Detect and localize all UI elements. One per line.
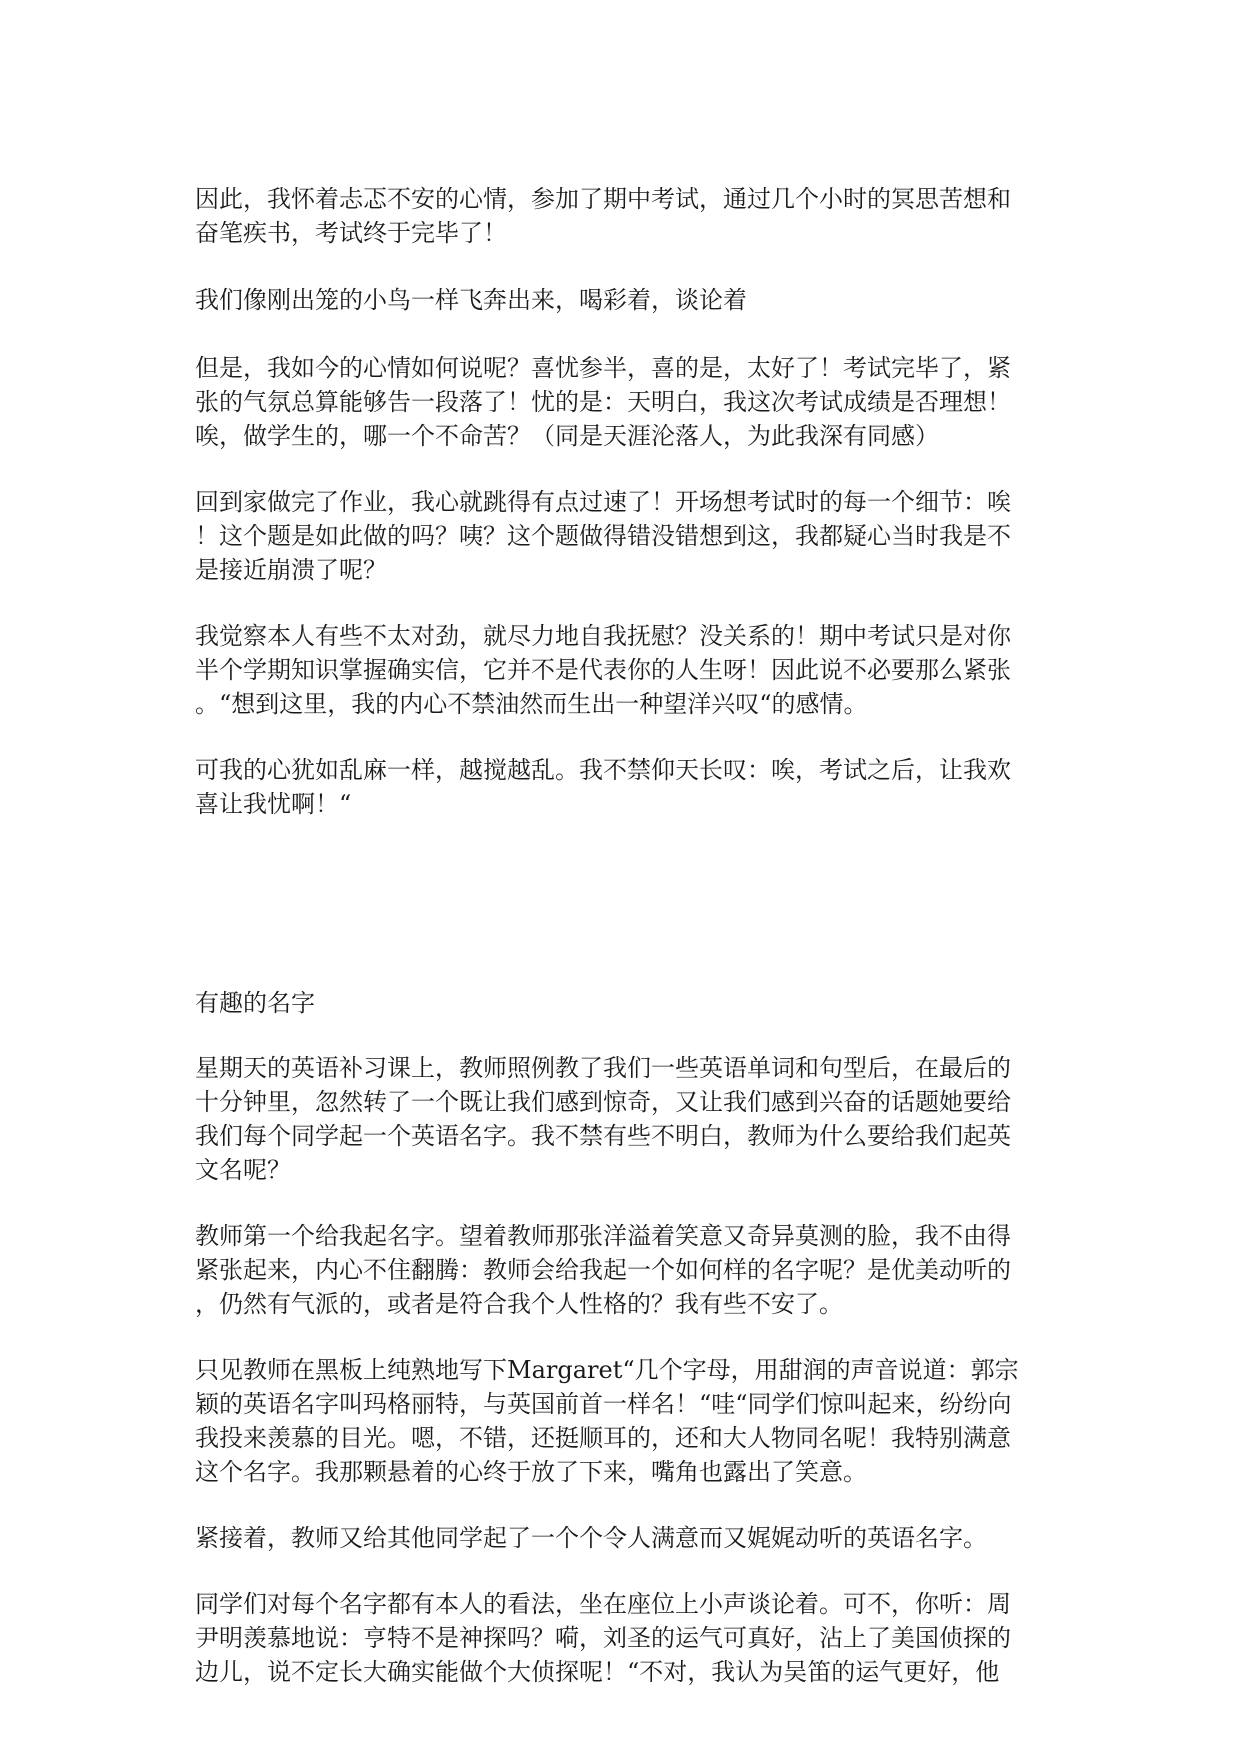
- text-line: ！这个题是如此做的吗？咦？这个题做得错没错想到这，我都疑心当时我是不: [195, 522, 1011, 550]
- paragraph-exam-start: [195, 182, 1055, 250]
- text-line: 回到家做完了作业，我心就跳得有点过速了！开场想考试时的每一个细节：唉: [195, 488, 1011, 516]
- text-line: 可我的心犹如乱麻一样，越搅越乱。我不禁仰天长叹：唉，考试之后，让我欢: [195, 756, 1011, 784]
- paragraph-margaret: [195, 1353, 1055, 1489]
- text-line: 教师第一个给我起名字。望着教师那张洋溢着笑意又奇异莫测的脸，我不由得: [195, 1222, 1011, 1250]
- text-line: 奋笔疾书，考试终于完毕了！: [195, 219, 507, 247]
- text-line: 。“想到这里，我的内心不禁油然而生出一种望洋兴叹“的感情。: [195, 690, 868, 718]
- text-line: 同学们对每个名字都有本人的看法，坐在座位上小声谈论着。可不，你听：周: [195, 1590, 1011, 1618]
- text-line: 文名呢？: [195, 1156, 291, 1184]
- text-line: 尹明羡慕地说：亨特不是神探吗？嗬，刘圣的运气可真好，沾上了美国侦探的: [195, 1624, 1011, 1652]
- text-line: 紧张起来，内心不住翻腾：教师会给我起一个如何样的名字呢？是优美动听的: [195, 1256, 1011, 1284]
- paragraph-sigh: [195, 753, 1055, 821]
- text-line: 半个学期知识掌握确实信，它并不是代表你的人生呀！因此说不必要那么紧张: [195, 656, 1011, 684]
- title-text: 有趣的名字: [195, 989, 315, 1017]
- paragraph-first-name: [195, 1219, 1055, 1321]
- text-line: 只见教师在黑板上纯熟地写下Margaret“几个字母，用甜润的声音说道：郭宗: [195, 1356, 1019, 1384]
- text-line: 我觉察本人有些不太对劲，就尽力地自我抚慰？没关系的！期中考试只是对你: [195, 622, 1011, 650]
- text-line: 这个名字。我那颗悬着的心终于放了下来，嘴角也露出了笑意。: [195, 1458, 867, 1486]
- text-line: ，仍然有气派的，或者是符合我个人性格的？我有些不安了。: [195, 1290, 843, 1318]
- text-line: 我们像刚出笼的小鸟一样飞奔出来，喝彩着，谈论着: [195, 286, 747, 314]
- paragraph-english-class: [195, 1051, 1055, 1187]
- text-line: 边儿，说不定长大确实能做个大侦探呢！“不对，我认为吴笛的运气更好，他: [195, 1658, 1000, 1686]
- text-line: 张的气氛总算能够告一段落了！忧的是：天明白，我这次考试成绩是否理想！: [195, 388, 1011, 416]
- text-line: 但是，我如今的心情如何说呢？喜忧参半，喜的是，太好了！考试完毕了，紧: [195, 354, 1011, 382]
- paragraph-other-names: [195, 1521, 1055, 1555]
- text-line: 星期天的英语补习课上，教师照例教了我们一些英语单词和句型后，在最后的: [195, 1054, 1011, 1082]
- document-body: [195, 182, 1055, 1689]
- text-line: 唉，做学生的，哪一个不命苦？（同是天涯沦落人，为此我深有同感）: [195, 422, 939, 450]
- text-line: 是接近崩溃了呢？: [195, 556, 387, 584]
- text-line: 十分钟里，忽然转了一个既让我们感到惊奇，又让我们感到兴奋的话题她要给: [195, 1088, 1011, 1116]
- paragraph-bird: [195, 283, 1055, 317]
- text-line: 我投来羡慕的目光。嗯，不错，还挺顺耳的，还和大人物同名呢！我特别满意: [195, 1424, 1011, 1452]
- paragraph-mood: [195, 351, 1055, 453]
- paragraph-discussion: [195, 1587, 1055, 1689]
- paragraph-comfort: [195, 619, 1055, 721]
- text-line: 紧接着，教师又给其他同学起了一个个令人满意而又娓娓动听的英语名字。: [195, 1524, 987, 1552]
- paragraph-home: [195, 485, 1055, 587]
- essay-title: [195, 986, 1055, 1020]
- text-line: 因此，我怀着忐忑不安的心情，参加了期中考试，通过几个小时的冥思苦想和: [195, 185, 1011, 213]
- text-line: 颖的英语名字叫玛格丽特，与英国前首一样名！“哇“同学们惊叫起来，纷纷向: [195, 1390, 1012, 1418]
- text-line: 我们每个同学起一个英语名字。我不禁有些不明白，教师为什么要给我们起英: [195, 1122, 1011, 1150]
- text-line: 喜让我忧啊！“: [195, 790, 352, 818]
